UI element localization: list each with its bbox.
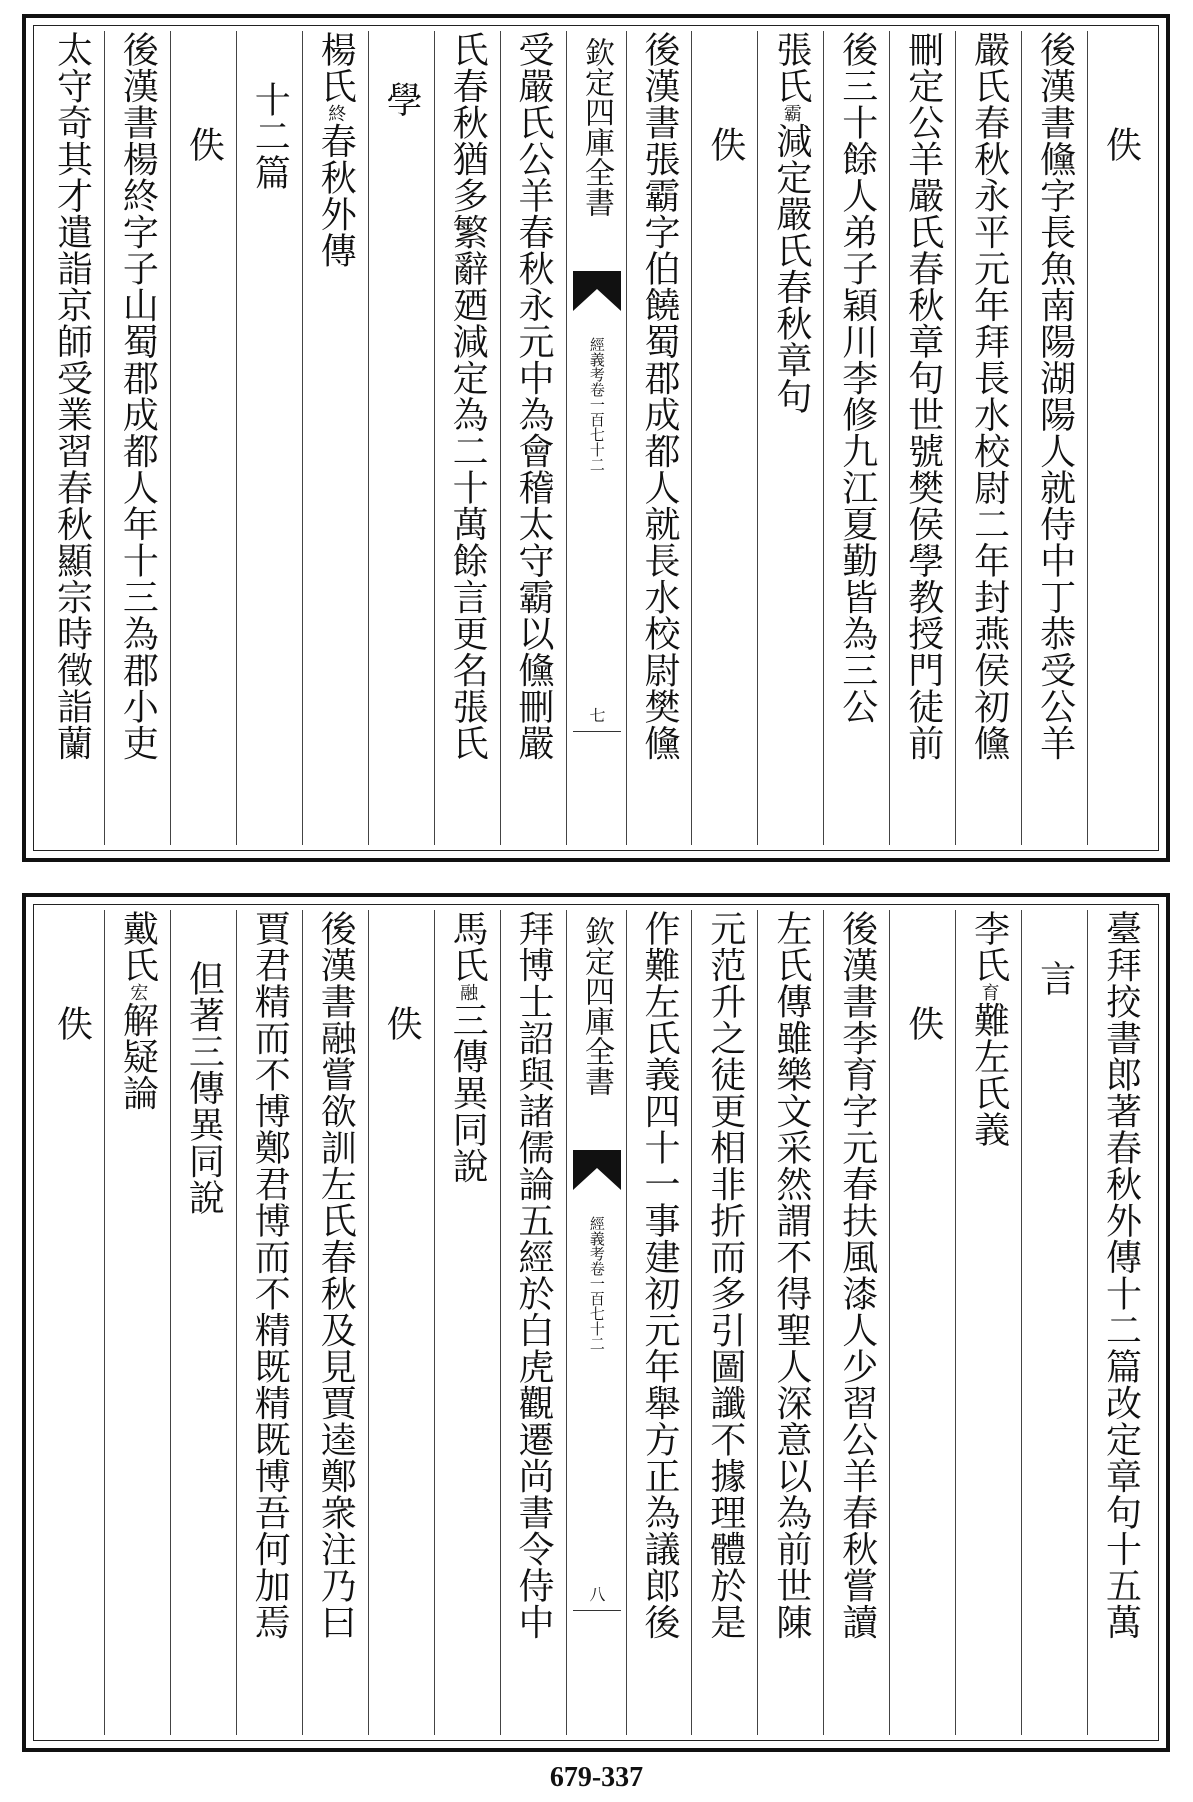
column-text xyxy=(770,910,812,1640)
column-text xyxy=(381,81,423,118)
column-main-text: 佚 xyxy=(51,1005,93,1042)
text-column xyxy=(302,31,368,845)
column-text xyxy=(447,910,489,1184)
text-column xyxy=(757,910,823,1735)
text-column xyxy=(500,910,566,1735)
column-main-text: 佚 xyxy=(183,126,225,163)
column-text xyxy=(117,910,159,1111)
work-title: 難左氏義 xyxy=(968,1001,1010,1148)
column-text xyxy=(183,960,225,1216)
work-title: 經義考 xyxy=(587,337,606,382)
text-column xyxy=(889,31,955,845)
given-name-note: 融 xyxy=(457,983,479,1002)
column-main-text: 佚 xyxy=(902,1005,944,1042)
work-title: 經義考 xyxy=(587,1216,606,1261)
bottom-page-columns xyxy=(39,910,1153,1735)
column-main-text: 後漢書張霸字伯饒蜀郡成都人就長水校尉樊儵 xyxy=(638,31,680,761)
text-column xyxy=(691,31,757,845)
text-column xyxy=(1021,910,1087,1735)
fold-subtitle xyxy=(588,337,604,472)
text-column xyxy=(302,910,368,1735)
column-main-text: 刪定公羊嚴氏春秋章句世號樊侯學教授門徒前 xyxy=(902,31,944,761)
column-main-text: 嚴氏春秋永平元年拜長水校尉二年封燕侯初儵 xyxy=(968,31,1010,761)
column-main-text: 作難左氏義四十一事建初元年舉方正為議郎後 xyxy=(638,910,680,1640)
column-text xyxy=(51,31,93,761)
column-main-text: 氏春秋猶多繁辭廼減定為二十萬餘言更名張氏 xyxy=(447,31,489,761)
text-column xyxy=(823,31,889,845)
column-text xyxy=(513,910,555,1640)
text-column xyxy=(1087,31,1153,845)
column-text xyxy=(1034,960,1076,997)
text-column xyxy=(500,31,566,845)
given-name-note: 霸 xyxy=(780,104,802,123)
column-main-text: 賈君精而不博鄭君博而不精既精既博吾何加焉 xyxy=(249,910,291,1640)
text-column xyxy=(368,910,434,1735)
column-main-text: 佚 xyxy=(1100,126,1142,163)
column-text xyxy=(902,1005,944,1042)
column-text xyxy=(249,910,291,1640)
column-text xyxy=(315,910,357,1640)
text-column xyxy=(691,910,757,1735)
text-column xyxy=(626,910,692,1735)
text-column xyxy=(170,910,236,1735)
column-main-text: 後漢書融嘗欲訓左氏春秋及見賈逵鄭衆注乃曰 xyxy=(315,910,357,1640)
column-main-text: 佚 xyxy=(381,1005,423,1042)
column-text xyxy=(447,31,489,761)
column-text xyxy=(51,1005,93,1042)
column-text xyxy=(1100,126,1142,163)
column-text xyxy=(968,31,1010,761)
text-column xyxy=(955,910,1021,1735)
column-main-text: 言 xyxy=(1034,960,1076,997)
column-text xyxy=(513,31,555,761)
text-column xyxy=(1087,910,1153,1735)
column-main-text: 十二篇 xyxy=(249,81,291,191)
text-column xyxy=(434,910,500,1735)
fold-rule xyxy=(573,731,621,732)
column-text xyxy=(638,31,680,761)
text-column xyxy=(39,31,104,845)
column-main-text: 佚 xyxy=(704,126,746,163)
column-text xyxy=(770,31,812,415)
given-name-note: 育 xyxy=(978,983,1000,1002)
column-text xyxy=(1034,31,1076,761)
column-main-text: 左氏傳雖樂文采然謂不得聖人深意以為前世陳 xyxy=(770,910,812,1640)
author-name: 楊氏 xyxy=(315,31,357,104)
juan-number: 卷一百七十二 xyxy=(587,382,606,472)
leaf-number: 七 xyxy=(587,707,606,723)
given-name-note: 宏 xyxy=(127,983,149,1002)
text-column xyxy=(626,31,692,845)
given-name-note: 終 xyxy=(325,104,347,123)
column-main-text: 但著三傳異同說 xyxy=(183,960,225,1216)
column-main-text: 元范升之徒更相非折而多引圖讖不據理體於是 xyxy=(704,910,746,1640)
work-title: 三傳異同說 xyxy=(447,1001,489,1184)
text-column xyxy=(1021,31,1087,845)
author-name: 張氏 xyxy=(770,31,812,104)
column-text xyxy=(638,910,680,1640)
column-main-text: 太守奇其才遣詣京師受業習春秋顯宗時徵詣蘭 xyxy=(51,31,93,761)
column-main-text: 學 xyxy=(381,81,423,118)
book-title: 欽定四庫全書 xyxy=(579,37,614,217)
column-text xyxy=(704,126,746,163)
fishtail-mark xyxy=(573,271,621,313)
page-code: 679-337 xyxy=(549,1762,644,1793)
work-title: 解疑論 xyxy=(117,1001,159,1111)
text-column xyxy=(236,31,302,845)
text-column xyxy=(104,910,170,1735)
text-column xyxy=(368,31,434,845)
column-text xyxy=(1100,910,1142,1640)
bottom-page xyxy=(22,893,1170,1752)
text-column xyxy=(757,31,823,845)
column-main-text: 後漢書李育字元春扶風漆人少習公羊春秋嘗讀 xyxy=(836,910,878,1640)
author-name: 戴氏 xyxy=(117,910,159,983)
work-title: 春秋外傳 xyxy=(315,122,357,269)
leaf-number: 八 xyxy=(587,1586,606,1602)
column-text xyxy=(381,1005,423,1042)
text-column xyxy=(170,31,236,845)
column-text xyxy=(315,31,357,269)
column-text xyxy=(704,910,746,1640)
juan-number: 卷一百七十二 xyxy=(587,1261,606,1351)
top-page xyxy=(22,14,1170,862)
column-main-text: 受嚴氏公羊春秋永元中為會稽太守霸以儵刪嚴 xyxy=(513,31,555,761)
text-column xyxy=(823,910,889,1735)
column-main-text: 後三十餘人弟子穎川李修九江夏勤皆為三公 xyxy=(836,31,878,725)
column-text xyxy=(183,126,225,163)
fishtail-mark xyxy=(573,1150,621,1192)
text-column xyxy=(104,31,170,845)
column-main-text: 後漢書楊終字子山蜀郡成都人年十三為郡小吏 xyxy=(117,31,159,761)
author-name: 李氏 xyxy=(968,910,1010,983)
text-column xyxy=(955,31,1021,845)
column-main-text: 臺拜挍書郎著春秋外傳十二篇改定章句十五萬 xyxy=(1100,910,1142,1640)
text-column xyxy=(434,31,500,845)
column-text xyxy=(836,31,878,725)
column-main-text: 後漢書儵字長魚南陽湖陽人就侍中丁恭受公羊 xyxy=(1034,31,1076,761)
column-text xyxy=(836,910,878,1640)
column-text xyxy=(968,910,1010,1148)
text-column xyxy=(889,910,955,1735)
text-column xyxy=(39,910,104,1735)
author-name: 馬氏 xyxy=(447,910,489,983)
work-title: 減定嚴氏春秋章句 xyxy=(770,122,812,415)
fold-column xyxy=(566,31,626,845)
column-text xyxy=(902,31,944,761)
column-text xyxy=(249,81,291,191)
fold-rule xyxy=(573,1610,621,1611)
column-text xyxy=(117,31,159,761)
fold-subtitle xyxy=(588,1216,604,1351)
fold-column xyxy=(566,910,626,1735)
text-column xyxy=(236,910,302,1735)
column-main-text: 拜博士詔與諸儒論五經於白虎觀遷尚書令侍中 xyxy=(513,910,555,1640)
book-title: 欽定四庫全書 xyxy=(579,916,614,1096)
top-page-columns xyxy=(39,31,1153,845)
